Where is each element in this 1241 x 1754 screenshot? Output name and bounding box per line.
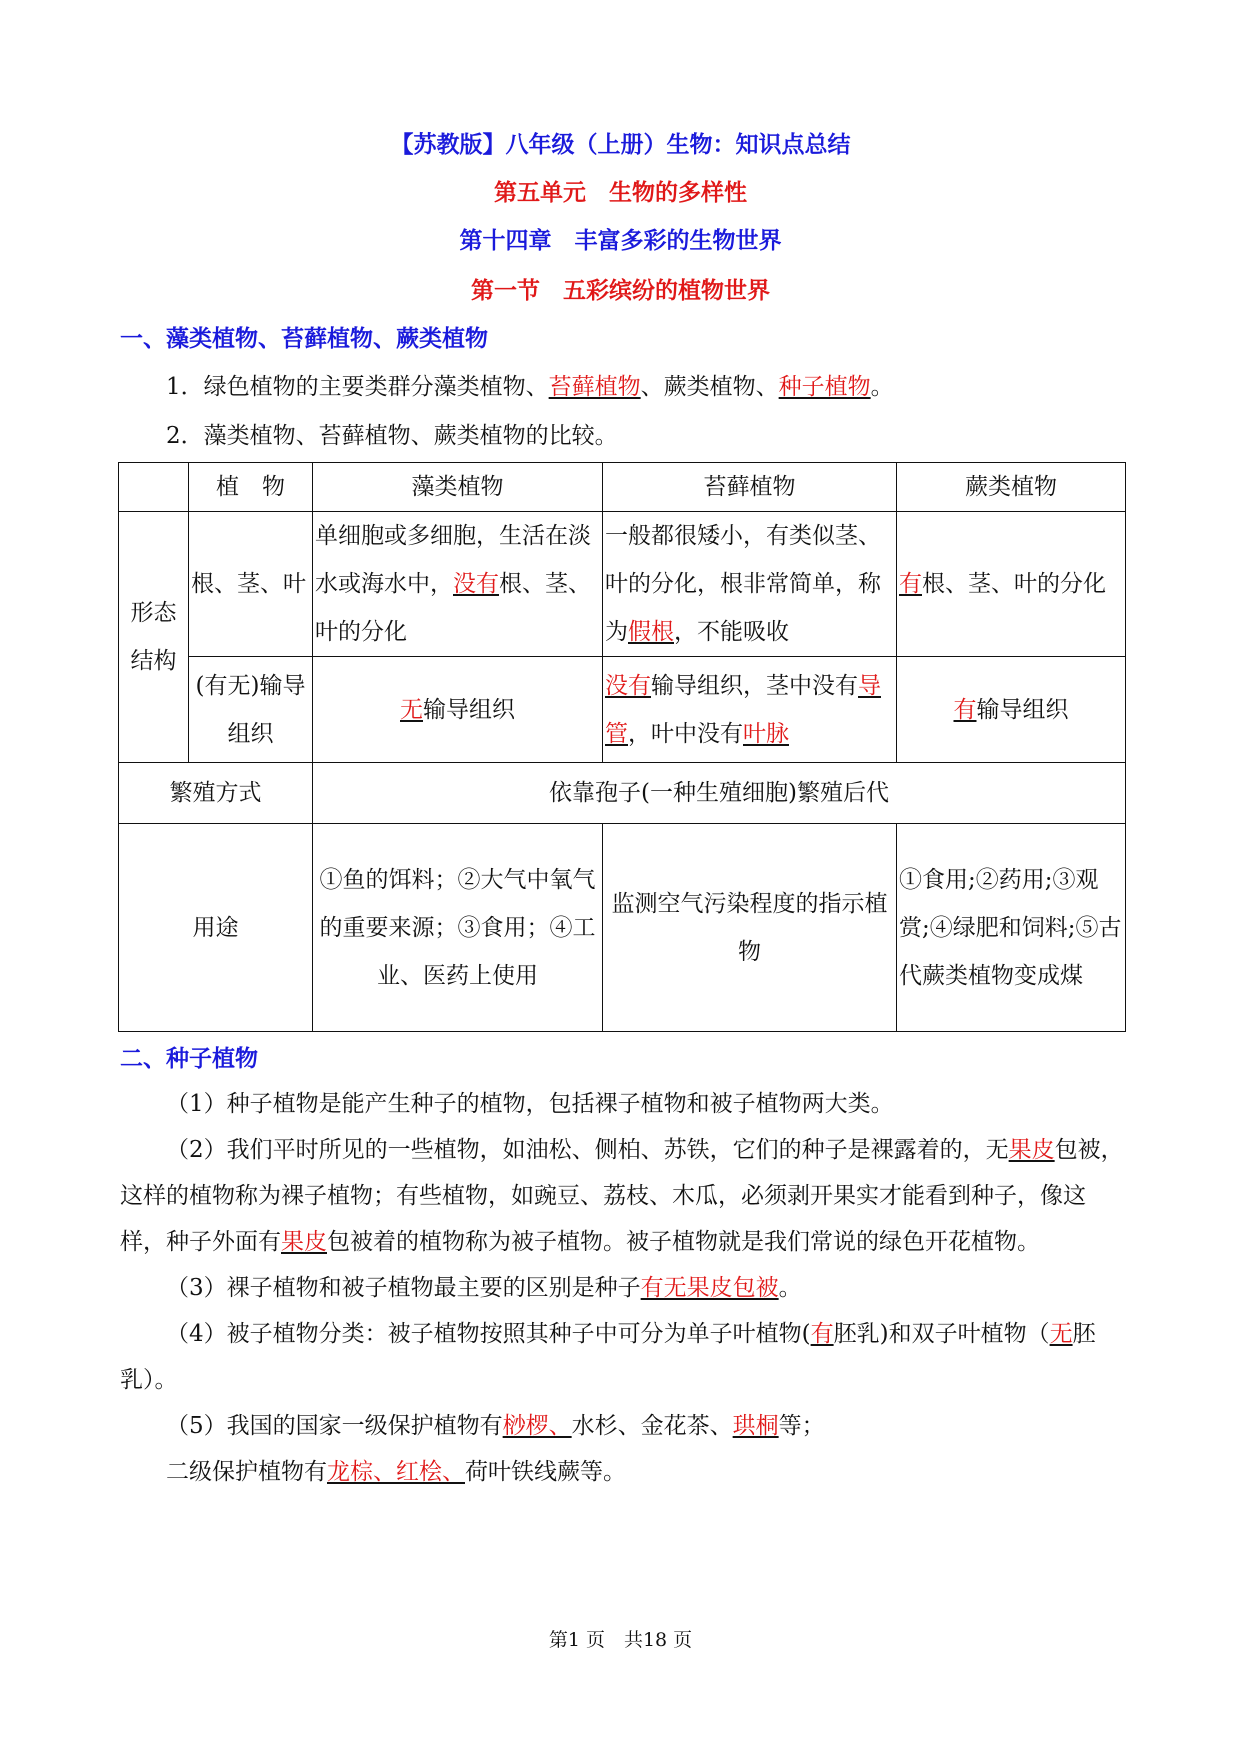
blank-answer: 没有 [605,672,651,699]
blank-answer: 龙棕、红桧、 [327,1459,465,1485]
blank-answer: 桫椤、 [502,1413,572,1439]
blank-answer: 叶脉 [743,720,789,747]
section-title: 第一节 五彩缤纷的植物世界 [471,278,770,304]
item1: 1．绿色植物的主要类群分藻类植物、苔藓植物、蕨类植物、种子植物。 [166,374,894,400]
table-cell: 监测空气污染程度的指示植物 [603,824,897,1032]
table-row [119,657,1126,763]
table-header-row [119,463,1126,512]
row-label: 繁殖方式 [119,763,313,824]
group-label-cell: 形态 结构 [119,512,189,763]
blank-answer: 有 [953,696,977,723]
table-cell: 有根、茎、叶的分化 [897,512,1126,657]
table-cell: ①食用;②药用;③观赏;④绿肥和饲料;⑤古代蕨类植物变成煤 [897,824,1126,1032]
row-label: (有无)输导组织 [189,657,313,763]
header-fern: 蕨类植物 [897,463,1126,512]
blank-answer: 无 [400,696,423,723]
page-footer: 第1 页 共18 页 [548,1629,693,1651]
comparison-table [118,462,1126,1032]
blank-answer: 有无果皮包被 [640,1275,779,1301]
header-plant: 植 物 [189,463,313,512]
table-cell: 有输导组织 [897,657,1126,763]
table-row [119,824,1126,1032]
table-cell: 无输导组织 [313,657,603,763]
blank-answer: 有 [899,571,922,597]
table-cell: ①鱼的饵料；②大气中氧气的重要来源；③食用；④工业、医药上使用 [313,824,603,1032]
table-cell: 依靠孢子(一种生殖细胞)繁殖后代 [313,763,1126,824]
table-corner-cell [119,463,189,512]
paragraph: 二级保护植物有龙棕、红桧、荷叶铁线蕨等。 [166,1459,626,1485]
row-label: 用途 [119,824,313,1032]
blank-answer: 有 [810,1321,834,1347]
table-row [119,512,1126,657]
table-cell: 一般都很矮小，有类似茎、叶的分化，根非常简单，称为假根，不能吸收 [603,512,897,657]
paragraph: （1）种子植物是能产生种子的植物，包括裸子植物和被子植物两大类。 [166,1091,894,1117]
blank-answer: 珙桐 [732,1413,779,1439]
unit-title: 第五单元 生物的多样性 [494,180,747,206]
blank-answer: 没有 [453,571,499,597]
blank-answer: 种子植物 [778,374,871,400]
blank-answer: 苔藓植物 [548,374,641,400]
section2-body [120,1081,1124,1495]
blank-answer: 无 [1049,1321,1073,1347]
blank-answer: 导管 [605,672,881,747]
blank-answer: 果皮 [1008,1137,1055,1163]
row-label: 根、茎、叶 [189,512,313,657]
blank-answer: 假根 [628,619,674,645]
section2-heading: 二、种子植物 [120,1046,258,1072]
table-cell: 没有输导组织，茎中没有导管，叶中没有叶脉 [603,657,897,763]
paragraph: （4）被子植物分类：被子植物按照其种子中可分为单子叶植物(有胚乳)和双子叶植物（无胚乳）。 [120,1321,1096,1393]
table-row [119,763,1126,824]
blank-answer: 果皮 [281,1229,327,1255]
chapter-title: 第十四章 丰富多彩的生物世界 [459,228,782,254]
header-algae: 藻类植物 [313,463,603,512]
table-cell: 单细胞或多细胞，生活在淡水或海水中，没有根、茎、叶的分化 [313,512,603,657]
paragraph: （3）裸子植物和被子植物最主要的区别是种子有无果皮包被。 [166,1275,802,1301]
section1-heading: 一、藻类植物、苔藓植物、蕨类植物 [120,326,488,352]
paragraph: （2）我们平时所见的一些植物，如油松、侧柏、苏铁，它们的种子是裸露着的，无果皮包被，这样的植物称为裸子植物；有些植物，如豌豆、荔枝、木瓜，必须剥开果实才能看到种子，像这样，种子外面有果皮包被着的植物称为被子植物。被子植物就是我们常说的绿色开花植物。 [120,1137,1124,1255]
doc-title: 【苏教版】八年级（上册）生物：知识点总结 [390,132,851,158]
paragraph: （5）我国的国家一级保护植物有桫椤、水杉、金花茶、珙桐等； [166,1413,825,1439]
item2: 2．藻类植物、苔藓植物、蕨类植物的比较。 [166,423,618,449]
header-moss: 苔藓植物 [603,463,897,512]
